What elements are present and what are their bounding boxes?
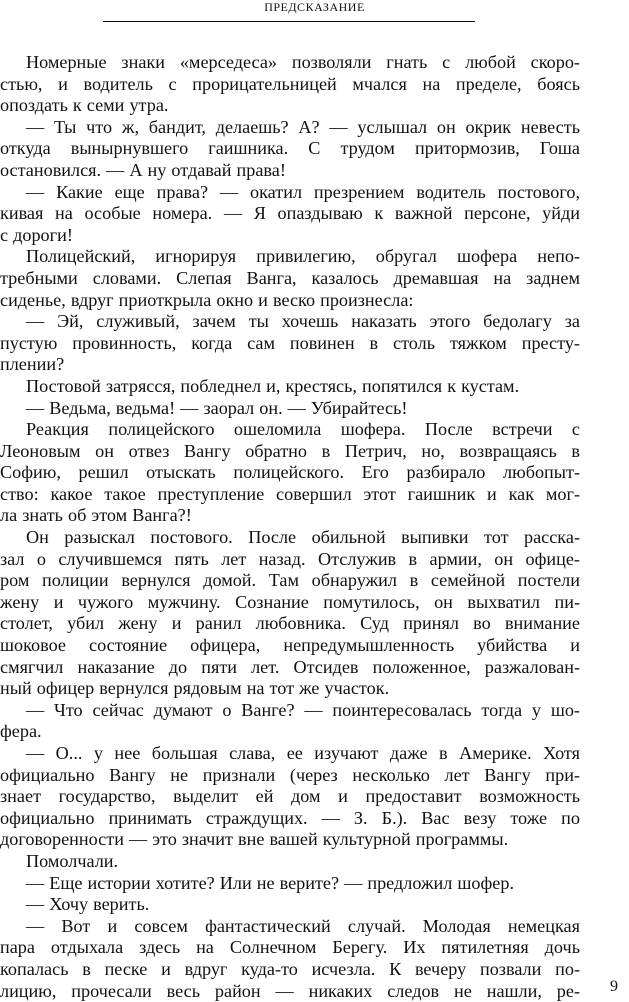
text-line: откуда вынырнувшего гаишника. С трудом притормозив, Гоша: [0, 138, 580, 159]
text-line: пустую провинность, когда сам повинен в столь тяжком престу-: [0, 332, 580, 353]
text-line: ром полиции вернулся домой. Там обнаружил в семейной постели: [0, 570, 580, 591]
text-line: — Ведьма, ведьма! — заорал он. — Убирайтесь!: [26, 397, 408, 418]
text-line: шоковое состояние офицера, непредумышленность убийства и: [0, 635, 580, 656]
text-line: столет, убил жену и ранил любовника. Суд принял во внимание: [0, 613, 580, 634]
text-line: — Хочу верить.: [26, 894, 150, 915]
text-line: жену и чужого мужчину. Сознание помутилось, он выхватил пи-: [0, 591, 580, 612]
text-line: официально Вангу не признали (через несколько лет Вангу при-: [0, 764, 580, 785]
page-number: 9: [610, 978, 618, 995]
header-rule: [103, 21, 475, 22]
text-line: Полицейский, игнорируя привилегию, обругал шофера непо-: [26, 246, 580, 267]
text-line: плении?: [0, 354, 65, 375]
text-line: ный офицер вернулся рядовым на тот же участок.: [0, 678, 390, 699]
text-line: Он разыскал постового. После обильной выпивки тот расска-: [26, 527, 580, 548]
text-line: с дороги!: [0, 224, 73, 245]
text-line: остановился. — А ну отдавай права!: [0, 159, 286, 180]
text-line: Леоновым он отвез Вангу обратно в Петрич, но, возвращаясь в: [0, 440, 580, 461]
text-line: — О... у нее большая слава, ее изучают даже в Америке. Хотя: [26, 743, 580, 763]
text-line: — Еще истории хотите? Или не верите? — предложил шофер.: [26, 872, 515, 893]
text-line: — Ты что ж, бандит, делаешь? А? — услышал он окрик невесть: [26, 116, 580, 137]
text-line: — Какие еще права? — окатил презрением водитель постового,: [26, 181, 580, 202]
text-line: копалась в песке и вдруг куда-то исчезла. К вечеру позвали по-: [0, 958, 580, 979]
text-line: — Вот и совсем фантастический случай. Молодая немецкая: [26, 915, 580, 936]
text-line: договоренности — это значит вне вашей культурной программы.: [0, 829, 509, 850]
text-line: зал о случившемся пять лет назад. Отслужив в армии, он офице-: [0, 548, 580, 569]
text-line: — Эй, служивый, зачем ты хочешь наказать этого бедолагу за: [26, 311, 580, 332]
text-line: ла знать об этом Ванга?!: [0, 505, 192, 526]
text-line: — Что сейчас думают о Ванге? — поинтересовалась тогда у шо-: [26, 699, 580, 720]
text-line: Номерные знаки «мерседеса» позволяли гнать с любой скоро-: [26, 52, 580, 72]
text-line: фера.: [0, 721, 42, 742]
text-line: Постовой затрясся, побледнел и, крестясь, попятился к кустам.: [26, 375, 520, 396]
text-line: требными словами. Слепая Ванга, казалось дремавшая на заднем: [0, 267, 580, 288]
text-line: Помолчали.: [26, 850, 119, 871]
text-line: опоздать к семи утра.: [0, 95, 169, 116]
text-line: сиденье, вдруг приоткрыла окно и веско произнесла:: [0, 289, 414, 310]
body-text: [0, 52, 580, 1002]
text-line: пара отдыхала здесь на Солнечном Берегу. Их пятилетняя дочь: [0, 937, 580, 958]
text-line: знает государство, выделит ей дом и предоставит возможность: [0, 786, 580, 807]
text-line: Софию, решил отыскать полицейского. Его разбирало любопыт-: [0, 462, 580, 483]
text-line: смягчил наказание до пяти лет. Отсидев положенное, разжалован-: [0, 656, 580, 677]
text-line: ство: какое такое преступление совершил этот гаишник и как мог-: [0, 483, 580, 504]
text-line: кивая на особые номера. — Я опаздываю к важной персоне, уйди: [0, 203, 580, 224]
text-line: лицию, прочесали весь район — никаких следов не нашли, ре-: [0, 980, 580, 1001]
text-line: Реакция полицейского ошеломила шофера. После встречи с: [26, 419, 580, 440]
text-line: стью, и водитель с прорицательницей мчался на пределе, боясь: [0, 73, 580, 94]
text-line: официально принимать страждущих. — З. Б.). Вас везу тоже по: [0, 807, 580, 828]
running-head: ПРЕДСКАЗАНИЕ: [264, 0, 365, 14]
